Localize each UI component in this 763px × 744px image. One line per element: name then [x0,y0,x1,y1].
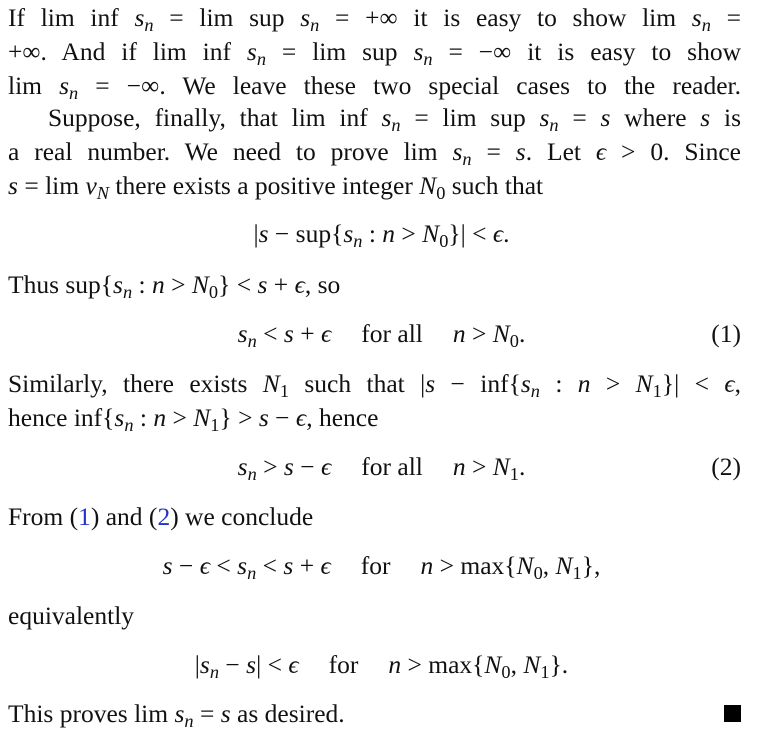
text-line-6: $s = \lim v_N$ there exists a positive integer $N_0$ such that [8,171,544,204]
equation-link-2[interactable]: 2 [157,502,171,531]
display-equation-abs: $|s_n - s| < \epsilon$ for $n > \max\{N_0$, $N_1$}. [194,650,569,683]
end-of-proof-square-icon [724,705,741,722]
equation-number-2: (2) [711,452,741,481]
equation-number-1: (1) [711,319,741,348]
text-line-1: If lim inf $s_n = \lim$ sup $s_n$ = +∞ it is easy to show $\lim s_n$ = [8,3,741,36]
text-line-5: a real number. We need to prove $\lim s_n = s$. Let ϵ > 0. Since [8,137,741,170]
text-line-3: $\lim s_n$ = −∞. We leave these two special cases to the reader. [8,71,741,104]
display-equation-2: $s_n > s - \epsilon$ for all $n > N_1$. [237,452,526,485]
text-line-9: hence $inf\{s_n$ : $n > N_1\} > s - \epsilon$, hence [8,403,379,436]
text-line-10: From (1) and (2) we conclude [8,502,314,531]
text-line-8: Similarly, there exists $N_1$ such that $|s - inf\{s_n$ : $n > N_1\}| < \epsilon$, [8,369,741,402]
display-equation-1: $s_n < s + \epsilon$ for all $n > N_0$. [237,319,526,352]
display-equation-sup-bound: $|s - sup\{s_n$ : $n > N_0\}| < \epsilon$. [253,219,510,252]
text-line-11: equivalently [8,601,135,630]
text-line-4: Suppose, finally, that lim inf $s_n = \lim$ sup $s_n = s$ where s is [48,103,742,136]
text-line-7: Thus $sup\{s_n$ : $n > N_0\} < s + \epsilon$, so [8,270,341,303]
text-line-12: This proves $\lim s_n = s$ as desired. [8,699,345,732]
text-line-2: +∞. And if lim inf $s_n = \lim$ sup $s_n$ = −∞ it is easy to show [8,37,741,70]
equation-link-1[interactable]: 1 [78,502,91,531]
display-equation-sandwich: $s - \epsilon < s_n < s + \epsilon$ for $n > \max\{N_0$, $N_1$}, [162,551,601,584]
